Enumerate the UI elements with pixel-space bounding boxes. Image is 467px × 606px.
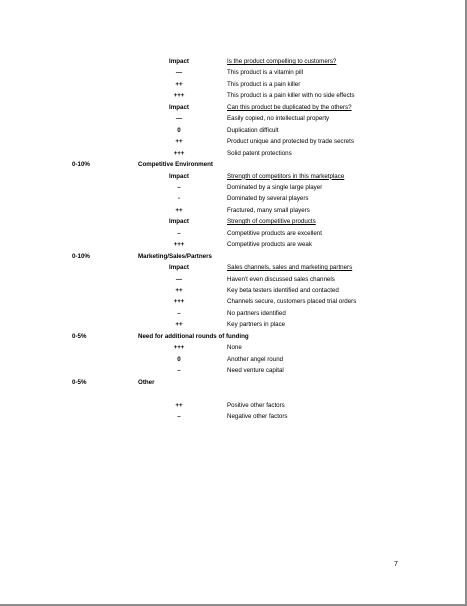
score-row — [0, 296, 465, 307]
impact-score: ++ — [175, 138, 183, 146]
page-number: 7 — [394, 561, 398, 568]
section-category: Other — [138, 378, 155, 386]
impact-score: +++ — [173, 298, 185, 306]
score-row — [0, 319, 465, 330]
score-description: This product is a pain killer — [227, 80, 301, 88]
score-row — [0, 342, 465, 353]
score-description: Negative other factors — [227, 412, 288, 420]
score-description: Fractured, many small players — [227, 206, 310, 214]
impact-score: — — [175, 115, 183, 123]
impact-score: – — [177, 367, 181, 375]
impact-score: — — [175, 275, 183, 283]
score-row — [0, 67, 465, 78]
score-row — [0, 400, 465, 411]
criterion-question: Strength of competitive products — [227, 218, 316, 226]
impact-label: Impact — [169, 103, 189, 111]
score-description: Need venture capital — [227, 367, 284, 375]
impact-score: – — [177, 229, 181, 237]
score-row — [0, 148, 465, 159]
section-category: Competitive Environment — [138, 161, 213, 169]
section-weight: 0-5% — [72, 378, 87, 386]
score-row — [0, 388, 465, 399]
section-header-row — [0, 251, 465, 262]
score-description: Duplication difficult — [227, 126, 279, 134]
score-row — [0, 354, 465, 365]
criterion-header-row — [0, 102, 465, 113]
criterion-header-row — [0, 171, 465, 182]
impact-score: +++ — [173, 241, 185, 249]
impact-score: ++ — [175, 321, 183, 329]
score-description: Channels secure, customers placed trial orders — [227, 298, 357, 306]
impact-score: ++ — [175, 401, 183, 409]
score-row — [0, 411, 465, 422]
section-category: Need for additional rounds of funding — [138, 332, 249, 340]
section-weight: 0-5% — [72, 332, 87, 340]
score-description: Positive other factors — [227, 401, 285, 409]
impact-label: Impact — [169, 172, 189, 180]
score-row — [0, 274, 465, 285]
score-description: Key partners in place — [227, 321, 286, 329]
score-description: None — [227, 344, 242, 352]
score-description: This product is a pain killer with no side effects — [227, 92, 355, 100]
criterion-header-row — [0, 262, 465, 273]
impact-score: – — [177, 412, 181, 420]
score-description: Easily copied, no intellectual property — [227, 115, 330, 123]
criterion-question: Can this product be duplicated by the others? — [227, 103, 352, 111]
score-description: Competitive products are weak — [227, 241, 312, 249]
impact-score: - — [177, 195, 181, 203]
score-description: Product unique and protected by trade secrets — [227, 138, 354, 146]
score-row — [0, 193, 465, 204]
score-row — [0, 365, 465, 376]
section-weight: 0-10% — [72, 252, 90, 260]
section-header-row — [0, 159, 465, 170]
impact-label: Impact — [169, 58, 189, 65]
impact-score: +++ — [173, 149, 185, 157]
score-row — [0, 125, 465, 136]
impact-label: Impact — [169, 218, 189, 226]
criterion-question: Sales channels, sales and marketing partners — [227, 264, 353, 272]
score-row — [0, 285, 465, 296]
score-row — [0, 308, 465, 319]
impact-score: – — [177, 183, 181, 191]
score-row — [0, 228, 465, 239]
score-row — [0, 239, 465, 250]
impact-score: ++ — [175, 206, 183, 214]
score-row — [0, 90, 465, 101]
score-row — [0, 205, 465, 216]
score-description: Key beta testers identified and contacted — [227, 287, 339, 294]
impact-score: 0 — [177, 126, 181, 134]
section-weight: 0-10% — [72, 161, 90, 169]
impact-label: Impact — [169, 264, 189, 272]
score-description: Competitive products are excellent — [227, 229, 322, 237]
score-description: Dominated by several players — [227, 195, 309, 203]
impact-score: ++ — [175, 80, 183, 88]
criterion-header-row — [0, 216, 465, 227]
criterion-question: Is the product compelling to customers? — [227, 58, 337, 65]
score-description: This product is a vitamin pill — [227, 69, 303, 77]
impact-score: — — [175, 69, 183, 77]
section-category: Marketing/Sales/Partners — [138, 252, 212, 260]
section-header-row — [0, 377, 465, 388]
criterion-header-row — [0, 56, 465, 67]
impact-score: +++ — [173, 92, 185, 100]
score-row — [0, 113, 465, 124]
score-row — [0, 182, 465, 193]
impact-score: +++ — [173, 344, 185, 352]
score-row — [0, 79, 465, 90]
section-header-row — [0, 331, 465, 342]
impact-score: – — [177, 309, 181, 317]
impact-score: 0 — [177, 355, 181, 363]
score-description: Dominated by a single large player — [227, 183, 323, 191]
score-description: Haven't even discussed sales channels — [227, 275, 335, 283]
impact-score: ++ — [175, 287, 183, 294]
criterion-question: Strength of competitors in this marketplace — [227, 172, 345, 180]
score-description: Solid patent protections — [227, 149, 292, 157]
score-row — [0, 136, 465, 147]
score-description: Another angel round — [227, 355, 284, 363]
score-description: No partners identified — [227, 309, 286, 317]
